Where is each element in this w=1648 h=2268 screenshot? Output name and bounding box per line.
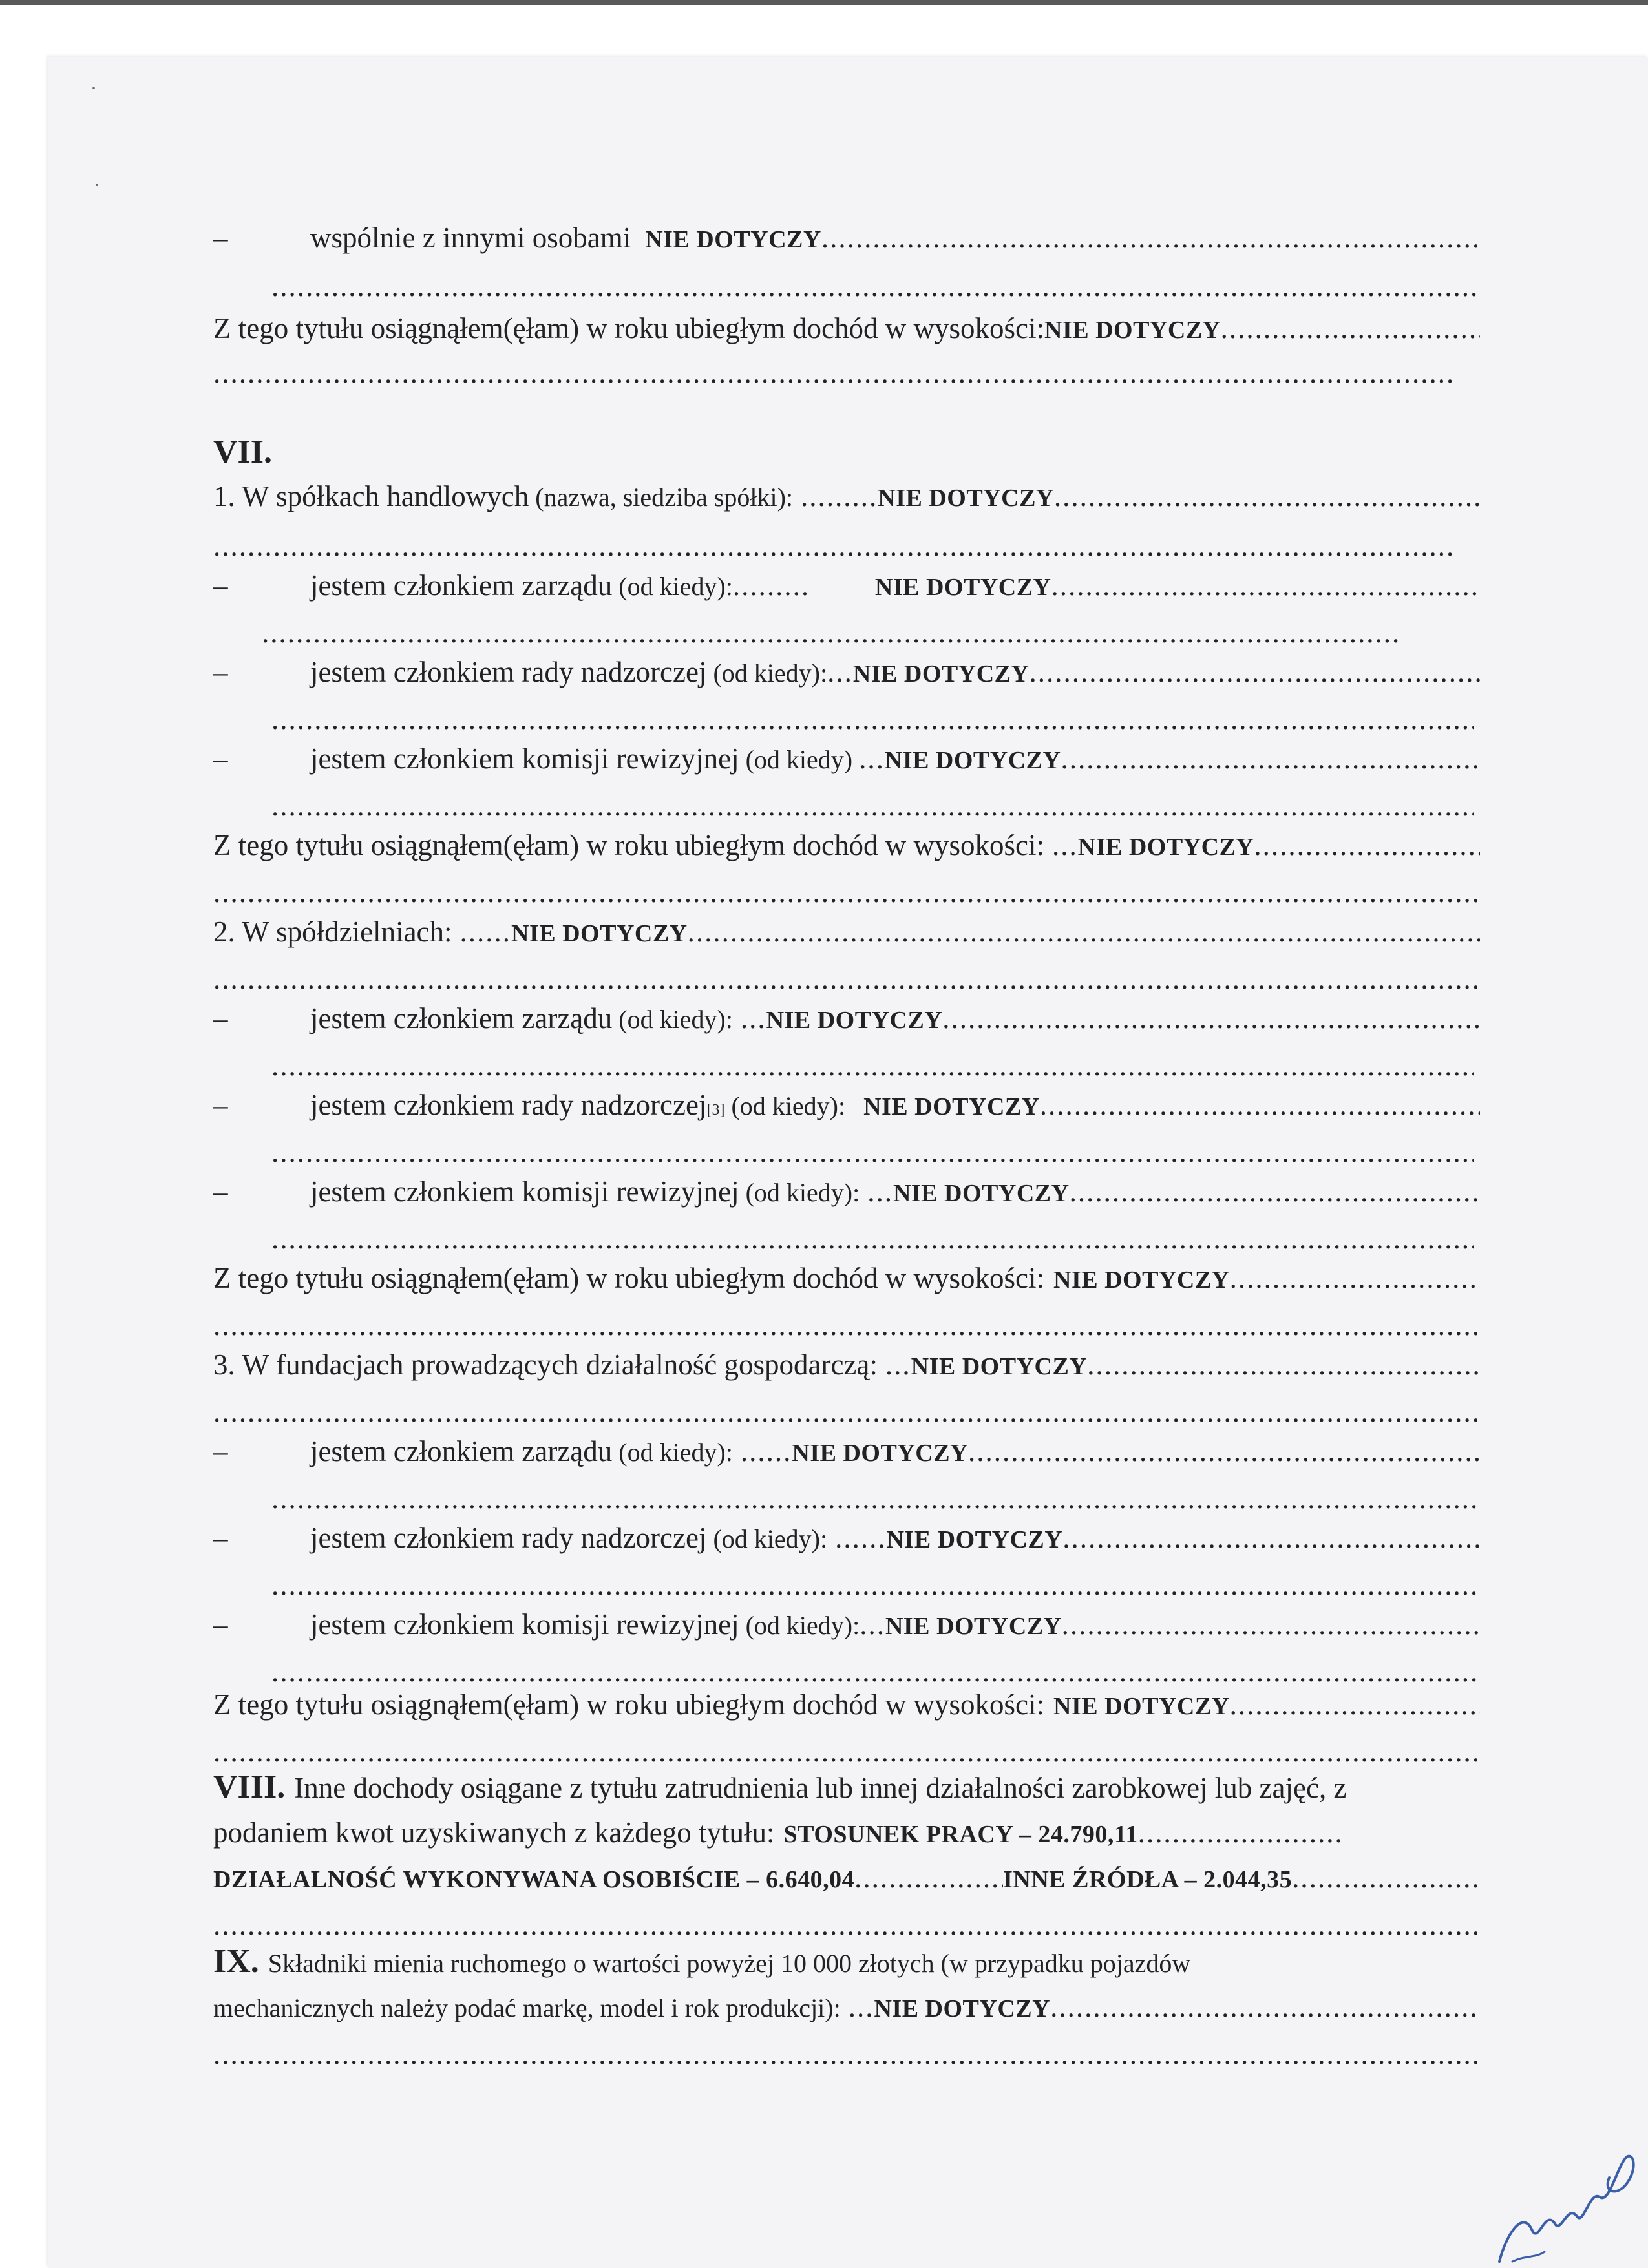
section-vii-heading: VII. (213, 434, 273, 470)
dotted-line (271, 1662, 1477, 1688)
value-inne: INNE ŹRÓDŁA – 2.044,35 (1003, 1866, 1293, 1893)
row-vii-1-zarzad: – jestem członkiem zarządu (od kiedy): ......... NIE DOTYCZY ..... (213, 566, 1480, 607)
section-viii-heading: VIII. (213, 1769, 286, 1805)
row-vii-3-rada: – jestem członkiem rady nadzorczej (od kiedy): ...... NIE DOTYCZY ..... (213, 1518, 1480, 1559)
row-vii-3-komisja: – jestem członkiem komisji rewizyjnej (od kiedy): ... NIE DOTYCZY ..... (213, 1605, 1480, 1646)
dotted-line (271, 1489, 1477, 1515)
row-vii-3: 3. W fundacjach prowadzących działalność gospodarczą: ... NIE DOTYCZY ..... (213, 1345, 1480, 1386)
row-vii-1-dochod: Z tego tytułu osiągnąłem(ęłam) w roku ubiegłym dochód w wysokości: ... NIE DOTYCZY ..... (213, 826, 1480, 866)
row-vii-2-rada: – jestem członkiem rady nadzorczej [3] (od kiedy): NIE DOTYCZY ..... (213, 1086, 1480, 1126)
dotted-line (213, 1402, 1477, 1428)
value-stosunek: STOSUNEK PRACY – 24.790,11 (783, 1821, 1138, 1848)
label-spoldzielnie: 2. W spółdzielniach: (213, 916, 452, 948)
row-vii-2-komisja: – jestem członkiem komisji rewizyjnej (od kiedy): ... NIE DOTYCZY ..... (213, 1172, 1480, 1213)
row-ix-2: mechanicznych należy podać markę, model i rok produkcji): ... NIE DOTYCZY ..... (213, 1988, 1480, 2028)
row-vii-1-rada: – jestem członkiem rady nadzorczej (od kiedy): ... NIE DOTYCZY ..... (213, 653, 1480, 693)
row-vii-1-komisja: – jestem członkiem komisji rewizyjnej (od kiedy) ... NIE DOTYCZY ..... (213, 739, 1480, 780)
dotted-line (271, 796, 1474, 822)
value-ix: NIE DOTYCZY (874, 1995, 1051, 2022)
scan-speck: · (94, 174, 100, 196)
scan-edge (0, 0, 1648, 5)
row-vii-3-dochod: Z tego tytułu osiągnąłem(ęłam) w roku ubiegłym dochód w wysokości: NIE DOTYCZY ..... (213, 1685, 1480, 1726)
row-wspolnie: – wspólnie z innymi osobami NIE DOTYCZY ..... (213, 218, 1480, 259)
dotted-line (271, 1056, 1474, 1082)
row-dochod-a (213, 309, 1480, 350)
section-ix-heading: IX. (213, 1943, 259, 1980)
label-dochod: Z tego tytułu osiągnąłem(ęłam) w roku ubiegłym dochód w wysokości: (213, 312, 1045, 344)
label-fundacje: 3. W fundacjach prowadzących działalność gospodarczą: (213, 1349, 878, 1381)
value-dzialalnosc: DZIAŁALNOŚĆ WYKONYWANA OSOBIŚCIE – 6.640,04 (213, 1866, 855, 1893)
row-vii-2: 2. W spółdzielniach: ...... NIE DOTYCZY ..... (213, 912, 1480, 953)
row-viii-3 (213, 1858, 1480, 1899)
dotted-line (213, 1316, 1477, 1341)
row-vii-3-zarzad: – jestem członkiem zarządu (od kiedy): ...... NIE DOTYCZY ..... (213, 1432, 1480, 1473)
label-spolki: 1. W spółkach handlowych (213, 480, 529, 512)
dotted-line (271, 1142, 1474, 1168)
dotted-line (213, 536, 1457, 562)
value-dochod-a: NIE DOTYCZY (1044, 317, 1221, 344)
row-ix-1: IX. Składniki mienia ruchomego o wartości powyżej 10 000 złotych (w przypadku pojazdów (213, 1943, 1191, 1980)
row-vii-2-dochod: Z tego tytułu osiągnąłem(ęłam) w roku ubiegłym dochód w wysokości: NIE DOTYCZY ..... (213, 1259, 1480, 1299)
row-viii-2: podaniem kwot uzyskiwanych z każdego tytułu: STOSUNEK PRACY – 24.790,11 ..... (213, 1813, 1480, 1854)
dotted-line (271, 277, 1477, 302)
dotted-line (262, 623, 1402, 649)
dotted-line (271, 1575, 1477, 1601)
dotted-line (213, 2044, 1477, 2070)
row-viii-1: VIII. Inne dochody osiągane z tytułu zatrudnienia lub innej działalności zarobkowej lub zajęć, z (213, 1769, 1347, 1805)
value-wspolnie: NIE DOTYCZY (645, 226, 821, 253)
row-vii-2-zarzad: – jestem członkiem zarządu (od kiedy): ... NIE DOTYCZY ..... (213, 999, 1480, 1040)
value-spolki: NIE DOTYCZY (878, 485, 1054, 512)
dotted-line (213, 1915, 1477, 1941)
label-wspolnie: wspólnie z innymi osobami (310, 222, 631, 254)
dotted-line (213, 1742, 1477, 1768)
signature (1486, 2132, 1642, 2268)
dotted-line (213, 363, 1457, 389)
scan-speck: · (90, 78, 97, 99)
dotted-line (213, 883, 1477, 908)
dotted-line (213, 969, 1477, 995)
dotted-line (271, 1229, 1474, 1255)
dotted-line (271, 709, 1474, 735)
row-vii-1: 1. W spółkach handlowych (nazwa, siedziba spółki): ......... NIE DOTYCZY ..... (213, 477, 1480, 518)
